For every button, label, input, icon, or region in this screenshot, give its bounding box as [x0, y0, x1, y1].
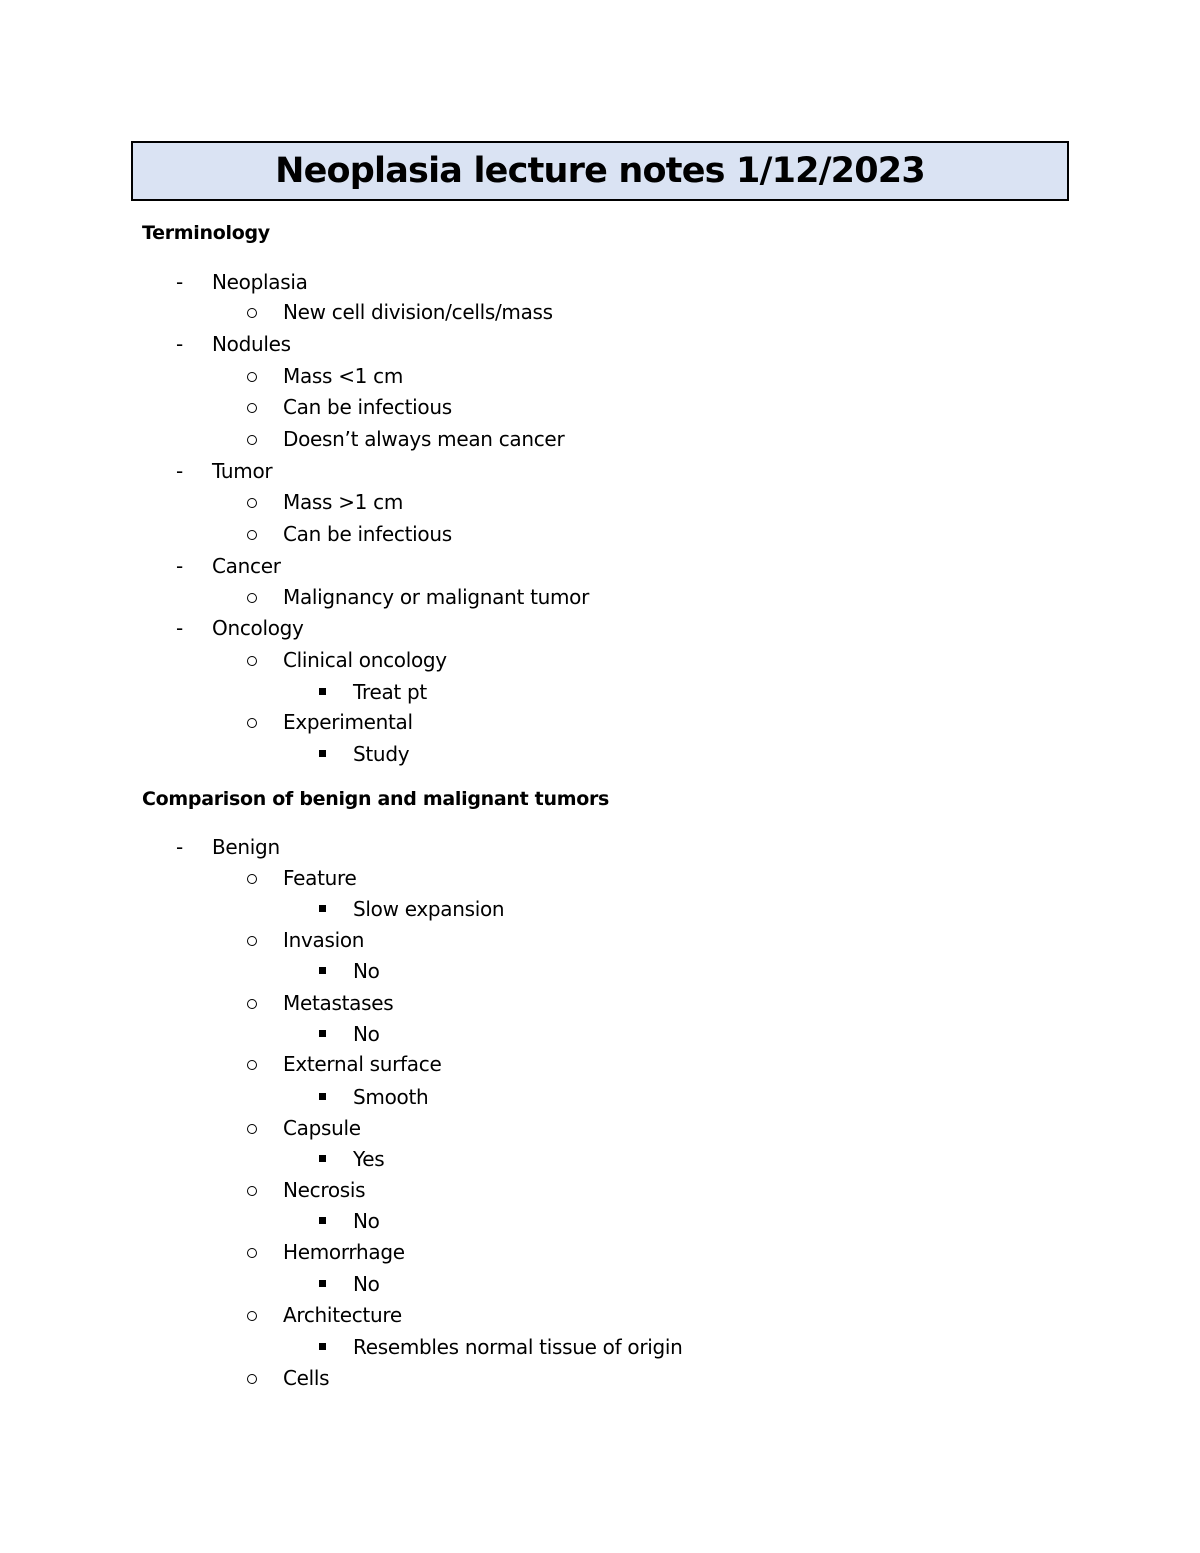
list-item: Hemorrhage [283, 1240, 405, 1264]
list-item: Capsule [283, 1116, 361, 1140]
list-item: Resembles normal tissue of origin [353, 1335, 683, 1359]
list-item: Malignancy or malignant tumor [283, 585, 590, 609]
dash-bullet-icon: - [176, 332, 184, 356]
list-item: Feature [283, 866, 357, 890]
list-item: Doesn’t always mean cancer [283, 427, 565, 451]
list-item: Neoplasia [212, 270, 308, 294]
list-item: Architecture [283, 1303, 402, 1327]
list-item: Necrosis [283, 1178, 366, 1202]
square-bullet-icon [319, 1155, 326, 1162]
square-bullet-icon [319, 688, 326, 695]
list-item: Yes [353, 1147, 385, 1171]
square-bullet-icon [319, 1343, 326, 1350]
square-bullet-icon [319, 1093, 326, 1100]
list-item: Clinical oncology [283, 648, 447, 672]
circle-bullet-icon [247, 874, 257, 884]
dash-bullet-icon: - [176, 459, 184, 483]
list-item: Tumor [212, 459, 273, 483]
square-bullet-icon [319, 750, 326, 757]
list-item: Oncology [212, 616, 304, 640]
circle-bullet-icon [247, 1186, 257, 1196]
circle-bullet-icon [247, 1374, 257, 1384]
list-item: Metastases [283, 991, 394, 1015]
square-bullet-icon [319, 967, 326, 974]
list-item: Study [353, 742, 410, 766]
list-item: Mass <1 cm [283, 364, 404, 388]
circle-bullet-icon [247, 999, 257, 1009]
list-item: Smooth [353, 1085, 429, 1109]
circle-bullet-icon [247, 656, 257, 666]
circle-bullet-icon [247, 403, 257, 413]
circle-bullet-icon [247, 435, 257, 445]
dash-bullet-icon: - [176, 554, 184, 578]
circle-bullet-icon [247, 1060, 257, 1070]
list-item: No [353, 1209, 380, 1233]
list-item: Can be infectious [283, 522, 452, 546]
circle-bullet-icon [247, 718, 257, 728]
circle-bullet-icon [247, 498, 257, 508]
page-title: Neoplasia lecture notes 1/12/2023 [275, 150, 925, 191]
circle-bullet-icon [247, 1311, 257, 1321]
circle-bullet-icon [247, 936, 257, 946]
title-box [131, 141, 1069, 201]
square-bullet-icon [319, 1030, 326, 1037]
square-bullet-icon [319, 1280, 326, 1287]
list-item: Experimental [283, 710, 413, 734]
circle-bullet-icon [247, 308, 257, 318]
list-item: No [353, 959, 380, 983]
list-item: Cells [283, 1366, 330, 1390]
dash-bullet-icon: - [176, 616, 184, 640]
list-item: Slow expansion [353, 897, 505, 921]
circle-bullet-icon [247, 372, 257, 382]
list-item: New cell division/cells/mass [283, 300, 553, 324]
section-heading: Terminology [142, 222, 270, 244]
list-item: Benign [212, 835, 280, 859]
dash-bullet-icon: - [176, 270, 184, 294]
list-item: Mass >1 cm [283, 490, 404, 514]
list-item: Cancer [212, 554, 281, 578]
circle-bullet-icon [247, 593, 257, 603]
list-item: No [353, 1022, 380, 1046]
dash-bullet-icon: - [176, 835, 184, 859]
list-item: Treat pt [353, 680, 427, 704]
list-item: Nodules [212, 332, 291, 356]
circle-bullet-icon [247, 1124, 257, 1134]
list-item: Can be infectious [283, 395, 452, 419]
list-item: Invasion [283, 928, 365, 952]
square-bullet-icon [319, 905, 326, 912]
circle-bullet-icon [247, 1248, 257, 1258]
circle-bullet-icon [247, 530, 257, 540]
list-item: External surface [283, 1052, 442, 1076]
square-bullet-icon [319, 1217, 326, 1224]
section-heading: Comparison of benign and malignant tumors [142, 788, 610, 810]
list-item: No [353, 1272, 380, 1296]
